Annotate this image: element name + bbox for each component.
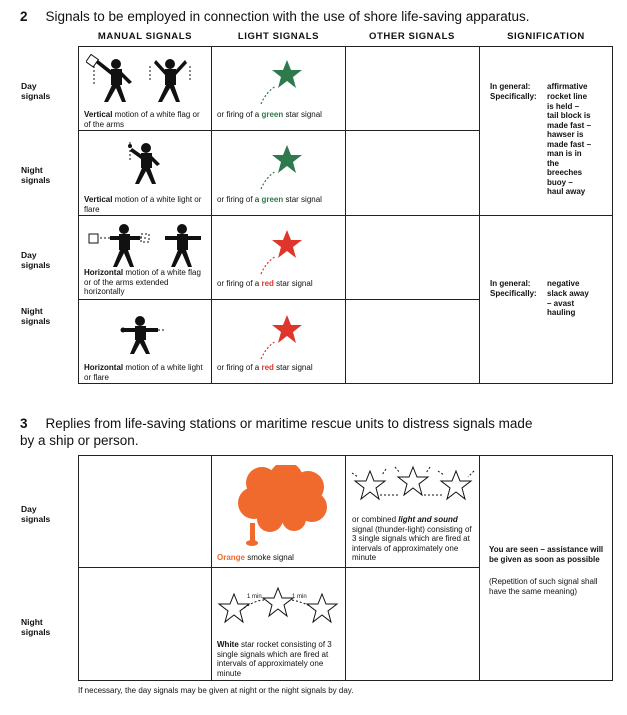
vertical-flag-figures-illustration — [86, 54, 196, 106]
column-divider — [211, 455, 212, 681]
red-star-rocket-icon — [258, 313, 306, 363]
column-divider — [345, 46, 346, 384]
white-star-rocket-icon — [214, 584, 342, 632]
column-divider — [345, 455, 346, 681]
signification-specific-lines: slack away – avast hauling — [547, 289, 589, 317]
row-divider — [78, 299, 479, 300]
manual-caption: Vertical motion of a white light or flare — [84, 195, 202, 214]
row-divider — [78, 130, 479, 131]
signification-seen: You are seen – assistance will be given as soon as possible — [489, 545, 604, 564]
section-2-heading — [20, 8, 530, 25]
combined-signal-caption: or combined light and sound signal (thunder-light) consisting of 3 single signals which are fired at intervals of approximately one minute — [352, 515, 472, 562]
white-star-caption: White star rocket consisting of 3 single signals which are fired at intervals of approximately one minute — [217, 640, 332, 678]
thunder-light-stars-icon — [350, 463, 476, 509]
section-number: 2 — [20, 9, 28, 24]
orange-smoke-cloud-icon — [236, 465, 332, 547]
signification-specific-label: Specifically: — [490, 92, 537, 101]
horizontal-flag-figures-illustration — [86, 222, 204, 270]
signification-general-label: In general: — [490, 82, 531, 91]
section-title: Replies from life-saving stations or maritime rescue units to distress signals made — [45, 416, 533, 431]
light-caption: or firing of a green star signal — [217, 110, 322, 119]
row-label-night: Night signals — [21, 617, 51, 637]
horizontal-light-figure-illustration — [118, 315, 168, 355]
signification-general-value: affirmative — [547, 82, 588, 91]
column-divider — [479, 46, 480, 384]
section-3-heading — [20, 415, 532, 449]
column-divider — [78, 46, 79, 384]
column-header-light: LIGHT SIGNALS — [237, 31, 320, 42]
row-label-night: Night signals — [21, 306, 51, 326]
section-title: Signals to be employed in connection with the use of shore life-saving apparatus. — [45, 9, 530, 24]
column-divider — [78, 455, 79, 681]
manual-caption: Horizontal motion of a white light or flare — [84, 363, 203, 382]
column-divider — [612, 46, 613, 384]
footnote: If necessary, the day signals may be given at night or the night signals by day. — [78, 686, 354, 695]
green-star-rocket-icon — [258, 143, 306, 193]
row-label-day: Day signals — [21, 250, 51, 270]
column-header-other: OTHER SIGNALS — [369, 31, 455, 42]
vertical-light-figure-illustration — [120, 140, 170, 186]
light-caption: or firing of a red star signal — [217, 363, 313, 372]
signification-general-value: negative — [547, 279, 580, 288]
column-divider — [612, 455, 613, 681]
light-caption: or firing of a green star signal — [217, 195, 322, 204]
row-divider — [78, 567, 479, 568]
interval-label: 1 min — [292, 594, 307, 600]
signification-specific-label: Specifically: — [490, 289, 537, 298]
manual-caption: Vertical motion of a white flag or of the arms — [84, 110, 200, 129]
row-label-day: Day signals — [21, 81, 51, 101]
green-star-rocket-icon — [258, 58, 306, 108]
signification-general-label: In general: — [490, 279, 531, 288]
light-caption: or firing of a red star signal — [217, 279, 313, 288]
column-header-signification: SIGNIFICATION — [507, 31, 585, 42]
smoke-caption: Orange smoke signal — [217, 553, 294, 562]
row-label-day: Day signals — [21, 504, 51, 524]
row-label-night: Night signals — [21, 165, 51, 185]
interval-label: 1 min — [247, 594, 262, 600]
signification-specific-lines: rocket line is held – tail block is made fast – hawser is made fast – man is in the breeches buoy – haul away — [547, 92, 592, 196]
column-divider — [211, 46, 212, 384]
red-star-rocket-icon — [258, 228, 306, 278]
section-title-continued: by a ship or person. — [20, 433, 139, 448]
column-header-manual: MANUAL SIGNALS — [97, 31, 193, 42]
manual-caption: Horizontal motion of a white flag or of the arms extended horizontally — [84, 268, 201, 296]
column-divider — [479, 455, 480, 681]
signification-note: (Repetition of such signal shall have the same meaning) — [489, 577, 598, 596]
section-number: 3 — [20, 416, 28, 431]
